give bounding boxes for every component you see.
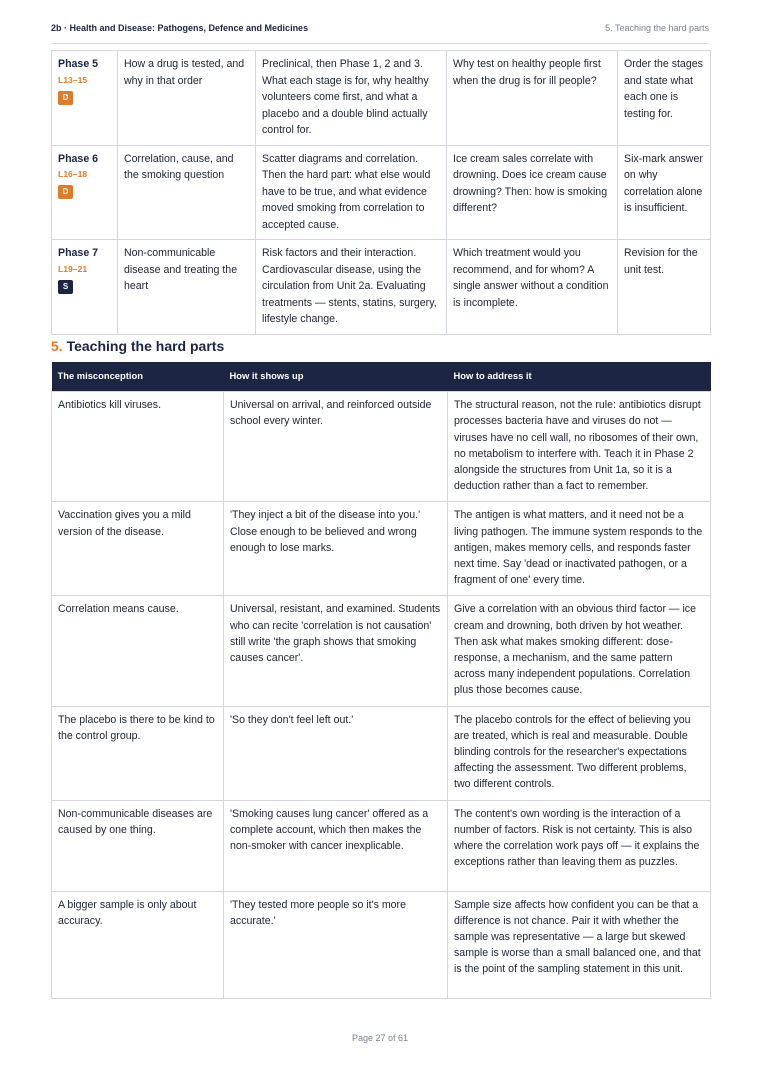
phase-topic: Non-communicable disease and treating the heart [118,240,256,335]
shows-up-cell: Universal on arrival, and reinforced outside school every winter. [224,392,448,502]
phase-badge: D [58,91,73,105]
column-header-shows-up: How it shows up [224,362,448,392]
misconception-cell: A bigger sample is only about accuracy. [52,891,224,998]
shows-up-cell: Universal, resistant, and examined. Students who can recite 'correlation is not causation' still write 'the graph shows that smoking causes cancer'. [224,596,448,706]
section-number: 5. [51,338,63,354]
phase-name: Phase 6 [58,152,99,165]
phase-badge: S [58,280,73,294]
phase-content: Risk factors and their interaction. Cardiovascular disease, using the circulation from Unit 2a. Evaluating treatments — stents, statins, surgery, lifestyle change. [256,240,447,335]
address-cell: The antigen is what matters, and it need not be a living pathogen. The immune system responds to the antigen, makes memory cells, and responds faster next time. Say 'dead or inactivated pathogen, or a fragment of one' every time. [448,502,711,596]
misconception-cell: The placebo is there to be kind to the control group. [52,706,224,800]
table-row [52,145,711,240]
misconception-cell: Antibiotics kill viruses. [52,392,224,502]
table-row [52,51,711,146]
running-header [51,22,709,44]
address-cell: Sample size affects how confident you can be that a difference is not chance. Pair it with whether the sample was representative — a large but skewed sample is worse than a small balanced one, and that is the point of the sampling statement in this unit. [448,891,711,998]
phase-assessment: Order the stages and state what each one is testing for. [618,51,711,146]
shows-up-cell: 'They tested more people so it's more accurate.' [224,891,448,998]
column-header-misconception: The misconception [52,362,224,392]
phase-table [51,50,711,335]
phase-lessons: L13–15 [58,74,88,85]
table-row [52,800,711,891]
phase-name: Phase 5 [58,58,99,70]
address-cell: Give a correlation with an obvious third factor — ice cream and drowning, both driven by hot weather. Then ask what makes smoking different: dose-response, a mechanism, and the same pattern across many independent populations. Correlation plus those becomes cause. [448,596,711,706]
phase-assessment: Six-mark answer on why correlation alone is insufficient. [618,145,711,240]
table-row [52,596,711,706]
phase-topic: How a drug is tested, and why in that order [118,51,256,146]
phase-cell [52,51,118,146]
phase-lessons: L16–18 [58,169,88,179]
address-cell: The structural reason, not the rule: antibiotics disrupt processes bacteria have and viruses do not — viruses have no cell wall, no ribosomes of their own, no metabolism to interfere with. Teach it in Phase 2 alongside the structures from Unit 1a, so it is a deduction rather than a fact to remember. [448,392,711,502]
phase-content: Preclinical, then Phase 1, 2 and 3. What each stage is for, why healthy volunteers come first, and what a placebo and a double blind actually control for. [256,51,447,146]
table-row [52,891,711,998]
shows-up-cell: 'So they don't feel left out.' [224,706,448,800]
shows-up-cell: 'Smoking causes lung cancer' offered as a complete account, which then makes the non-smoker with cancer inexplicable. [224,800,448,891]
misconceptions-table [51,362,711,999]
column-header-address: How to address it [448,362,711,392]
phase-assessment: Revision for the unit test. [618,240,711,335]
section-running-title: 5. Teaching the hard parts [605,22,709,33]
section-title: Teaching the hard parts [66,338,225,354]
table-row [52,502,711,596]
section-heading [51,338,224,354]
misconception-cell: Correlation means cause. [52,596,224,706]
phase-name: Phase 7 [58,247,99,259]
phase-cell [52,240,118,335]
phase-question: Which treatment would you recommend, and for whom? A single answer without a condition is incomplete. [447,240,618,335]
page-number: Page 27 of 61 [351,1033,409,1043]
phase-topic: Correlation, cause, and the smoking question [118,145,256,240]
table-row [52,392,711,502]
address-cell: The placebo controls for the effect of believing you are treated, which is real and measurable. Double blinding controls for the researcher's expectations affecting the assessment. Two different problems, two different controls. [448,706,711,800]
misconception-cell: Vaccination gives you a mild version of the disease. [52,502,224,596]
phase-cell [52,145,118,240]
phase-content: Scatter diagrams and correlation. Then the hard part: what else would have to be true, and what evidence moved smoking from correlation to accepted cause. [256,145,447,240]
phase-lessons: L19–21 [58,263,88,274]
phase-question: Ice cream sales correlate with drowning. Does ice cream cause drowning? Then: how is smoking different? [447,145,618,240]
shows-up-cell: 'They inject a bit of the disease into you.' Close enough to be believed and wrong enough to lose marks. [224,502,448,596]
document-title: 2b · Health and Disease: Pathogens, Defence and Medicines [51,22,309,33]
address-cell: The content's own wording is the interaction of a number of factors. Risk is not certainty. This is also where the correlation work pays off — it explains the exceptions rather than leaving them as puzzles. [448,800,711,891]
table-row [52,240,711,335]
misconception-cell: Non-communicable diseases are caused by one thing. [52,800,224,891]
phase-badge: D [58,185,73,199]
table-header-row [52,362,711,392]
table-row [52,706,711,800]
phase-question: Why test on healthy people first when the drug is for ill people? [447,51,618,146]
